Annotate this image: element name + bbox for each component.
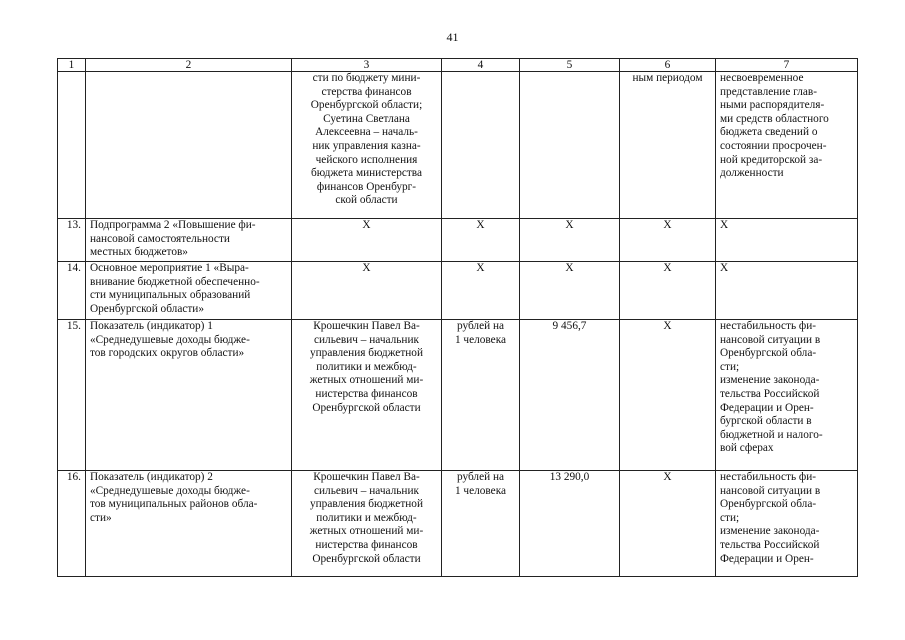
row-responsible: Крошечкин Павел Ва- сильевич – начальник управления бюджетной политики и межбюд- жетных отношений ми- нистерства финансов Оренбургской области — [292, 471, 442, 577]
row-number: 13. — [58, 219, 86, 262]
row-number: 14. — [58, 262, 86, 320]
row-unit: X — [442, 262, 520, 320]
row-risks: X — [716, 219, 858, 262]
row-unit: X — [442, 219, 520, 262]
row-unit: рублей на 1 человека — [442, 320, 520, 471]
row-risks: нестабильность фи- нансовой ситуации в Оренбургской обла- сти; изменение законода- тельства Российской Федерации и Орен- — [716, 471, 858, 577]
row-value: 9 456,7 — [520, 320, 620, 471]
row-period: ным периодом — [620, 72, 716, 219]
row-number: 15. — [58, 320, 86, 471]
row-period: X — [620, 320, 716, 471]
row-period: X — [620, 471, 716, 577]
page-number: 41 — [446, 30, 459, 44]
row-name: Основное мероприятие 1 «Выра- внивание бюджетной обеспеченно- сти муниципальных образований Оренбургской области» — [86, 262, 292, 320]
row-number — [58, 72, 86, 219]
row-value: X — [520, 262, 620, 320]
row-responsible: сти по бюджету мини- стерства финансов Оренбургской области; Суетина Светлана Алексеевна – началь- ник управления казна- чейского исполнения бюджета министерства финансов Оренбург- ской области — [292, 72, 442, 219]
row-name: Показатель (индикатор) 1 «Среднедушевые доходы бюдже- тов городских округов области» — [86, 320, 292, 471]
table-row — [58, 471, 858, 577]
row-unit — [442, 72, 520, 219]
row-name — [86, 72, 292, 219]
row-name: Показатель (индикатор) 2 «Среднедушевые доходы бюдже- тов муниципальных районов обла- сти» — [86, 471, 292, 577]
row-responsible: X — [292, 262, 442, 320]
document-table — [57, 58, 858, 577]
column-number: 6 — [620, 59, 716, 72]
row-responsible: X — [292, 219, 442, 262]
column-number: 4 — [442, 59, 520, 72]
column-number-row — [58, 59, 858, 72]
row-value — [520, 72, 620, 219]
row-risks: нестабильность фи- нансовой ситуации в Оренбургской обла- сти; изменение законода- тельства Российской Федерации и Орен- бургской области в бюджетной и налого- вой сферах — [716, 320, 858, 471]
column-number: 5 — [520, 59, 620, 72]
table-row — [58, 219, 858, 262]
row-risks: X — [716, 262, 858, 320]
table-row — [58, 320, 858, 471]
row-period: X — [620, 219, 716, 262]
row-unit: рублей на 1 человека — [442, 471, 520, 577]
column-number: 1 — [58, 59, 86, 72]
row-number: 16. — [58, 471, 86, 577]
column-number: 3 — [292, 59, 442, 72]
column-number: 2 — [86, 59, 292, 72]
table-row — [58, 262, 858, 320]
row-value: 13 290,0 — [520, 471, 620, 577]
row-period: X — [620, 262, 716, 320]
table-row — [58, 72, 858, 219]
row-responsible: Крошечкин Павел Ва- сильевич – начальник управления бюджетной политики и межбюд- жетных отношений ми- нистерства финансов Оренбургской области — [292, 320, 442, 471]
row-risks: несвоевременное представление глав- ными распорядителя- ми средств областного бюджета сведений о состоянии просрочен- ной кредиторской за- долженности — [716, 72, 858, 219]
column-number: 7 — [716, 59, 858, 72]
row-value: X — [520, 219, 620, 262]
row-name: Подпрограмма 2 «Повышение фи- нансовой самостоятельности местных бюджетов» — [86, 219, 292, 262]
